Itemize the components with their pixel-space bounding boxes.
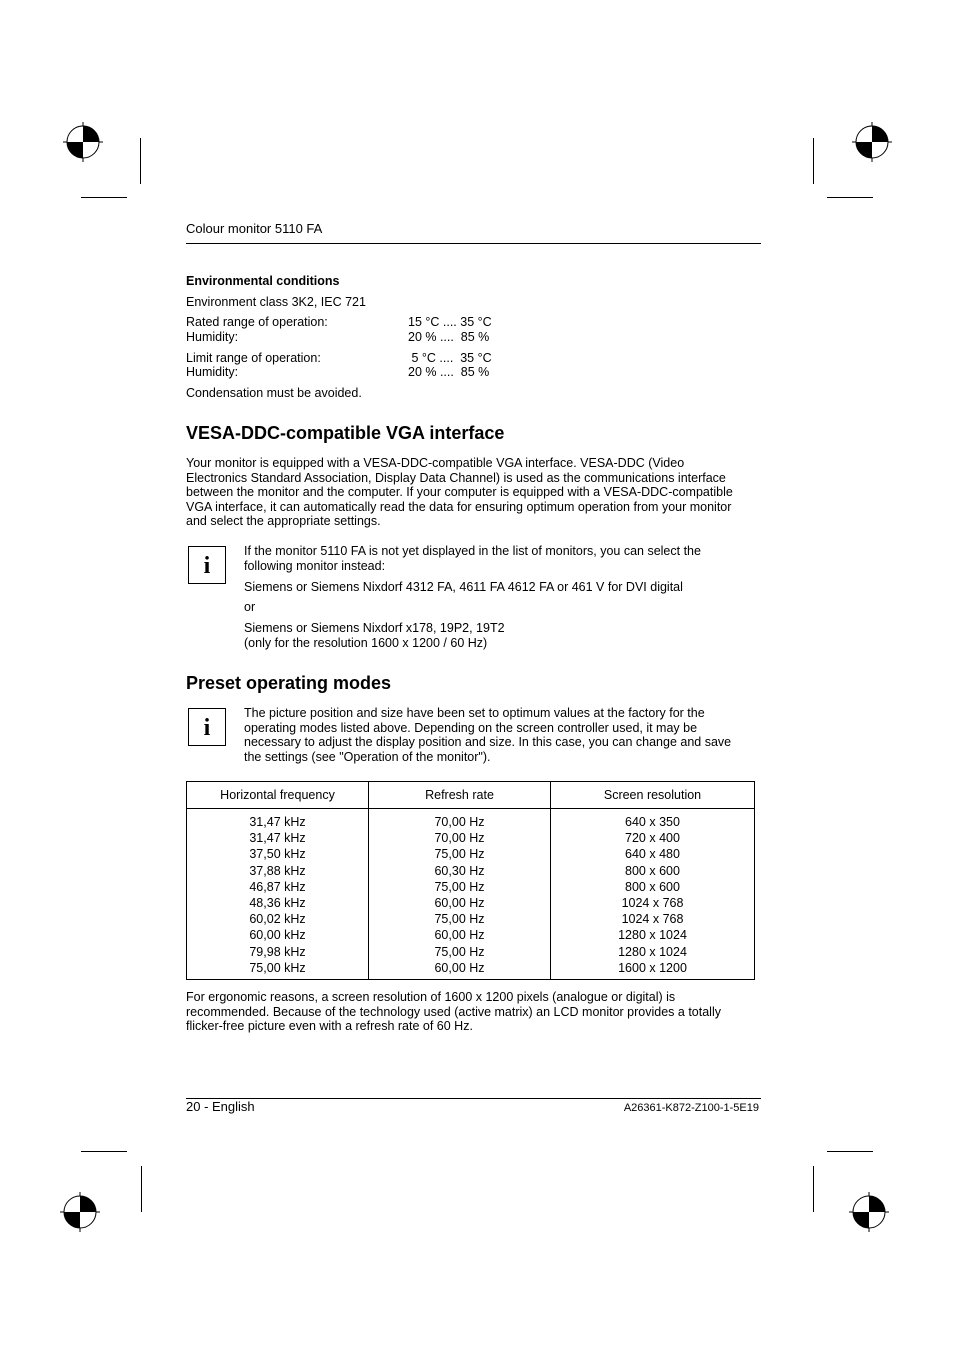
cell-value: 640 x 480 (625, 847, 680, 862)
humidity2-label: Humidity: (186, 365, 239, 379)
cell-value: 60,00 Hz (434, 960, 485, 975)
humidity2-value: 20 % .... 85 % (408, 365, 490, 379)
registration-mark-icon (40, 1172, 120, 1252)
cell-value: 800 x 600 (625, 863, 680, 878)
monitor-option-1: Siemens or Siemens Nixdorf 4312 FA, 4611 FA 4612 FA or 461 V for DVI digital (244, 580, 683, 594)
option2-line: Siemens or Siemens Nixdorf x178, 19P2, 19T2 (244, 621, 505, 635)
cell-value: 75,00 Hz (434, 847, 485, 862)
humidity-label: Humidity: (186, 330, 239, 344)
note-line: the settings (see "Operation of the monitor"). (244, 749, 491, 764)
running-header: Colour monitor 5110 FA (186, 221, 323, 236)
col-refresh-rate: Refresh rate (369, 782, 551, 809)
document-id: A26361-K872-Z100-1-5E19 (623, 1102, 759, 1114)
crop-mark (141, 1166, 142, 1212)
cell-value: 31,47 kHz (249, 815, 306, 829)
cell-value: 75,00 Hz (434, 912, 485, 927)
cell-value: 75,00 kHz (249, 960, 306, 975)
horizontal-frequency-cell (187, 809, 369, 980)
cell-value: 60,02 kHz (249, 912, 306, 927)
cell-value: 70,00 Hz (434, 815, 485, 829)
cell-value: 79,98 kHz (249, 944, 306, 959)
option2-line: (only for the resolution 1600 x 1200 / 60 Hz) (244, 635, 488, 650)
header-rule (186, 243, 761, 244)
crop-mark (827, 1151, 873, 1152)
cell-value: 1024 x 768 (621, 912, 684, 927)
paragraph-line: For ergonomic reasons, a screen resolution of 1600 x 1200 pixels (analogue or digital) is (186, 990, 676, 1004)
cell-value: 75,00 Hz (434, 879, 485, 894)
vesa-heading: VESA-DDC-compatible VGA interface (186, 423, 505, 443)
screen-resolution-cell (551, 809, 755, 980)
cell-value: 46,87 kHz (249, 879, 306, 894)
cell-value: 48,36 kHz (249, 896, 306, 911)
paragraph-line: Your monitor is equipped with a VESA-DDC-compatible VGA interface. VESA-DDC (Video (186, 456, 685, 470)
cell-value: 60,00 Hz (434, 896, 485, 911)
col-screen-resolution: Screen resolution (551, 782, 755, 809)
crop-mark (140, 138, 141, 184)
note-line: following monitor instead: (244, 558, 386, 573)
cell-value: 60,30 Hz (434, 863, 485, 878)
vesa-paragraph (186, 456, 766, 529)
page-number: 20 - English (186, 1099, 255, 1114)
crop-mark (81, 197, 127, 198)
cell-value: 1600 x 1200 (618, 960, 687, 975)
or-text: or (244, 600, 256, 614)
paragraph-line: VGA interface, it can automatically read the data for ensuring optimum operation from your monitor (186, 499, 732, 514)
paragraph-line: recommended. Because of the technology used (active matrix) an LCD monitor provides a totally (186, 1004, 721, 1019)
cell-value: 31,47 kHz (249, 831, 306, 846)
cell-value: 37,88 kHz (249, 863, 306, 878)
note-line: necessary to adjust the display position and size. In this case, you can change and save (244, 735, 732, 750)
condensation-note: Condensation must be avoided. (186, 386, 362, 400)
table-header-row (187, 782, 755, 809)
registration-mark-icon (829, 1172, 909, 1252)
cell-value: 1280 x 1024 (618, 944, 687, 959)
crop-mark (81, 1151, 127, 1152)
paragraph-line: Electronics Standard Association, Display Data Channel) is used as the communications interface (186, 470, 726, 485)
ergonomic-note (186, 990, 766, 1034)
cell-value: 640 x 350 (625, 815, 680, 829)
limit-label: Limit range of operation: (186, 351, 321, 365)
footer-rule (186, 1098, 761, 1099)
note-line: operating modes listed above. Depending on the screen controller used, it may be (244, 720, 698, 735)
rated-value: 15 °C .... 35 °C (408, 315, 492, 329)
note-line: The picture position and size have been set to optimum values at the factory for the (244, 706, 705, 720)
info-icon: i (188, 546, 226, 584)
operating-modes-table (186, 781, 755, 980)
cell-value: 37,50 kHz (249, 847, 306, 862)
crop-mark (827, 197, 873, 198)
col-horizontal-frequency: Horizontal frequency (187, 782, 369, 809)
cell-value: 1024 x 768 (621, 896, 684, 911)
cell-value: 60,00 Hz (434, 928, 485, 943)
preset-note (244, 706, 764, 764)
cell-value: 70,00 Hz (434, 831, 485, 846)
paragraph-line: between the monitor and the computer. If your computer is equipped with a VESA-DDC-compatible (186, 485, 733, 500)
paragraph-line: flicker-free picture even with a refresh rate of 60 Hz. (186, 1019, 473, 1034)
humidity-value: 20 % .... 85 % (408, 330, 490, 344)
refresh-rate-cell (369, 809, 551, 980)
monitor-option-2 (244, 621, 505, 650)
cell-value: 720 x 400 (625, 831, 680, 846)
vesa-note (244, 544, 764, 573)
note-line: If the monitor 5110 FA is not yet displayed in the list of monitors, you can select the (244, 544, 701, 558)
paragraph-line: and select the appropriate settings. (186, 514, 381, 529)
info-icon: i (188, 708, 226, 746)
cell-value: 60,00 kHz (249, 928, 306, 943)
cell-value: 800 x 600 (625, 879, 680, 894)
preset-heading: Preset operating modes (186, 673, 392, 693)
rated-label: Rated range of operation: (186, 315, 328, 329)
registration-mark-icon (832, 102, 912, 182)
env-class: Environment class 3K2, IEC 721 (186, 295, 366, 309)
registration-mark-icon (43, 102, 123, 182)
table-row (187, 809, 755, 980)
cell-value: 1280 x 1024 (618, 928, 687, 943)
cell-value: 75,00 Hz (434, 944, 485, 959)
crop-mark (813, 138, 814, 184)
crop-mark (813, 1166, 814, 1212)
limit-value: 5 °C .... 35 °C (408, 351, 492, 365)
env-heading: Environmental conditions (186, 274, 340, 288)
